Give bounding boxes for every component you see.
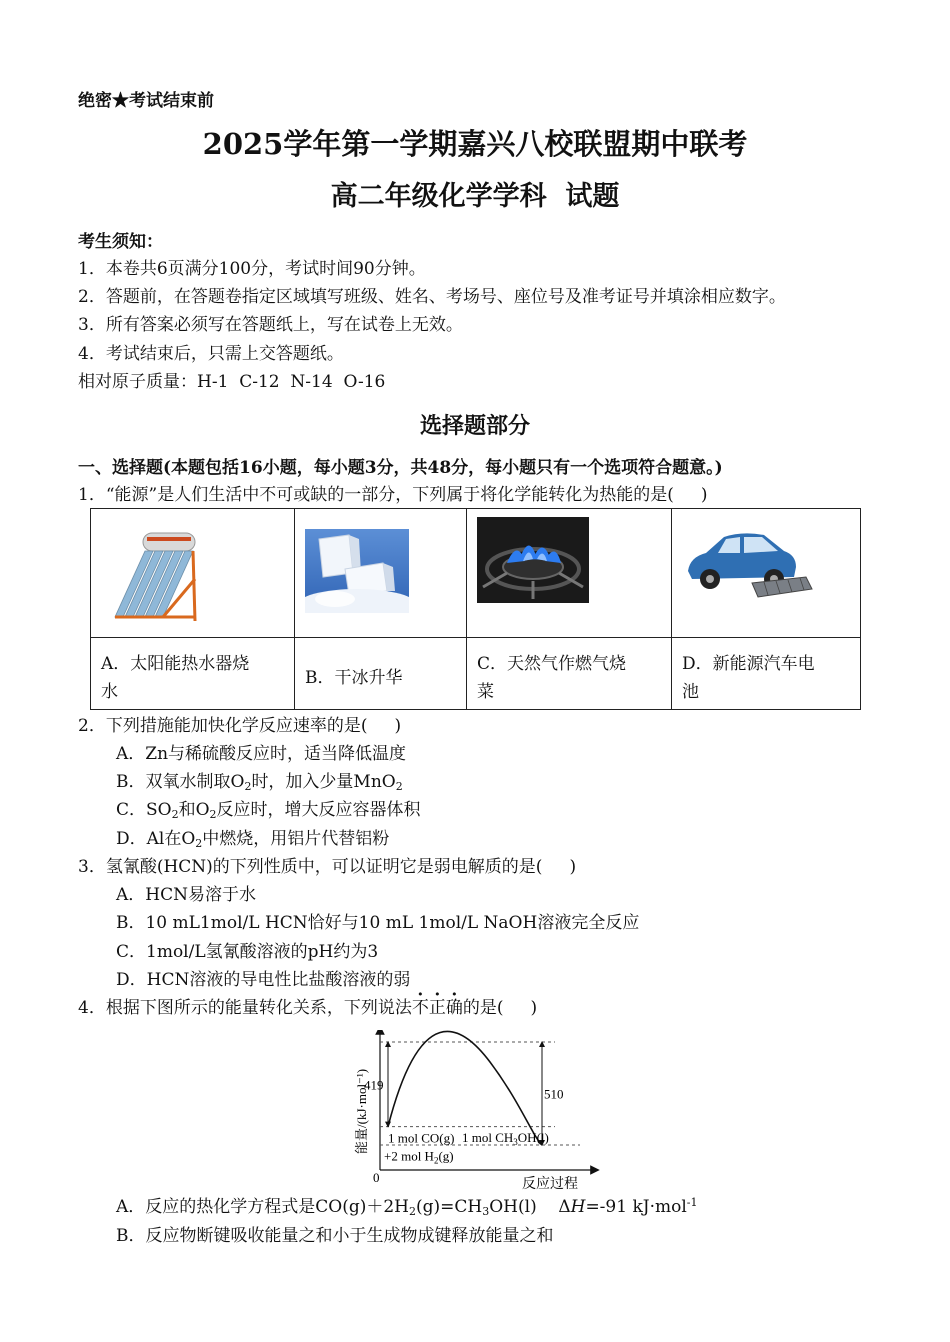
exam-subtitle: 高二年级化学学科 试题 — [330, 181, 620, 212]
q3-stem: 3．氢氰酸(HCN)的下列性质中，可以证明它是弱电解质的是( ) — [78, 857, 577, 877]
q1-image-cell-b — [295, 509, 467, 638]
q3-option-d: D．HCN溶液的导电性比盐酸溶液的弱 — [116, 970, 411, 990]
q2-option-d: D．Al在$O_2$中燃烧，用铝片代替铝粉 — [116, 829, 390, 850]
q2-option-a: A．Zn与稀硫酸反应时，适当降低温度 — [116, 744, 407, 764]
emphasis-dot-char: 确 — [445, 998, 463, 1018]
part-heading: 一、选择题(本题包括16小题，每小题3分，共48分，每小题只有一个选项符合题意。) — [78, 458, 723, 478]
x-axis-label: 反应过程 — [522, 1177, 578, 1190]
q1-option-a: A．太阳能热水器烧 水 — [91, 638, 295, 710]
q1-options-table — [90, 508, 861, 710]
q1-stem: 1．“能源”是人们生活中不可或缺的一部分，下列属于将化学能转化为热能的是( ) — [78, 485, 708, 505]
reactants-label-line1: 1 mol CO(g) — [388, 1130, 455, 1146]
reverse-activation-label: 510 — [544, 1086, 564, 1102]
y-axis-label: 能量/(kJ·mol⁻¹) — [354, 1068, 369, 1154]
q1-option-d: D．新能源汽车电 池 — [672, 638, 861, 710]
q2-stem: 2．下列措施能加快化学反应速率的是( ) — [78, 716, 402, 736]
q4-option-b: B．反应物断键吸收能量之和小于生成物成键释放能量之和 — [116, 1226, 554, 1246]
reactants-label-line2: +2 mol $H_2(g)$ — [384, 1148, 454, 1166]
q1-image-cell-d — [672, 509, 861, 638]
q1-option-b: B．干冰升华 — [295, 638, 467, 710]
notice-item-3: 3．所有答案必须写在答题纸上，写在试卷上无效。 — [78, 315, 463, 335]
section-title: 选择题部分 — [419, 413, 530, 439]
q3-option-c: C．1mol/L氢氰酸溶液的pH约为3 — [116, 942, 379, 962]
notice-item-4: 4．考试结束后，只需上交答题纸。 — [78, 344, 344, 364]
q1-image-cell-a — [91, 509, 295, 638]
q3-option-a: A．HCN易溶于水 — [116, 885, 256, 905]
notice-item-1: 1．本卷共6页满分100分，考试时间90分钟。 — [78, 259, 426, 279]
q2-option-c: C．$SO_2$和$O_2$反应时，增大反应容器体积 — [116, 800, 421, 821]
energy-diagram — [350, 1030, 600, 1190]
activation-label: 419 — [364, 1077, 384, 1093]
q1-image-cell-c — [467, 509, 672, 638]
gas-stove-flame-icon — [477, 517, 589, 603]
origin-label: 0 — [373, 1170, 380, 1185]
atomic-mass: 相对原子质量：H-1 C-12 N-14 O-16 — [78, 372, 386, 392]
secret-label: 绝密★考试结束前 — [78, 91, 214, 111]
energy-curve — [388, 1031, 542, 1145]
q2-option-b: B．双氧水制取$O_2$时，加入少量MnO$_2$ — [116, 772, 403, 793]
notice-heading: 考生须知： — [78, 232, 163, 252]
emphasis-dot-char: 不 — [411, 998, 429, 1018]
q4-option-a: A．反应的热化学方程式是$CO(g)+2H_2(g)=CH_3OH(l)$ ΔH=-91 kJ·mol$^{-1}$ — [116, 1196, 698, 1218]
solar-water-heater-icon — [103, 529, 199, 625]
emphasis-dot-char: 正 — [428, 998, 446, 1018]
electric-car-battery-icon — [684, 527, 814, 607]
q4-stem: 4．根据下图所示的能量转化关系，下列说法不正确的是( ) — [78, 998, 538, 1018]
notice-item-2: 2．答题前，在答题卷指定区域填写班级、姓名、考场号、座位号及准考证号并填涂相应数字。 — [78, 287, 786, 307]
exam-title: 2025学年第一学期嘉兴八校联盟期中联考 — [202, 127, 748, 161]
q3-option-b: B．10 mL1mol/L HCN恰好与10 mL 1mol/L NaOH溶液完全反应 — [116, 913, 640, 933]
products-label: 1 mol $CH_3OH(l)$ — [462, 1130, 549, 1147]
q1-option-c: C．天然气作燃气烧 菜 — [467, 638, 672, 710]
dry-ice-icon — [305, 529, 409, 613]
